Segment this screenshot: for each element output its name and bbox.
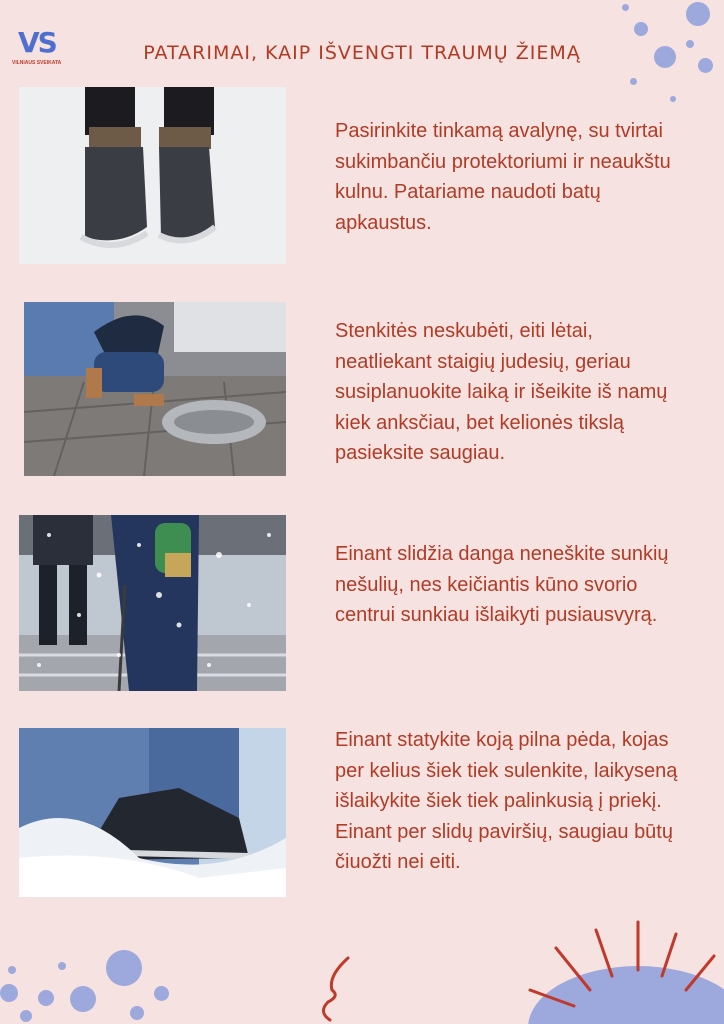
logo-letters: VS xyxy=(18,26,56,59)
photo-snowy-street xyxy=(19,515,286,691)
tip-text: Stenkitės neskubėti, eiti lėtai, neatliekant staigių judesių, geriau susiplanuokite laiką ir išeikite iš namų kiek anksčiau, bet kelionės tikslą pasieksite saugiau. xyxy=(335,320,668,464)
page-title: PATARIMAI, KAIP IŠVENGTI TRAUMŲ ŽIEMĄ xyxy=(143,42,581,64)
logo-subtitle: VILNIAUS SVEIKATA xyxy=(12,60,62,66)
decor-dot xyxy=(670,96,676,102)
decor-dot xyxy=(20,1010,32,1022)
decor-dot xyxy=(0,984,18,1002)
decor-sun xyxy=(500,920,724,1024)
decor-dot xyxy=(622,4,629,11)
decor-dot xyxy=(106,950,142,986)
decor-dot xyxy=(154,986,169,1001)
decor-dot xyxy=(8,966,16,974)
decor-dot xyxy=(698,58,713,73)
decor-dot xyxy=(130,1006,144,1020)
decor-dot xyxy=(630,78,637,85)
decor-dot xyxy=(38,990,54,1006)
decor-dot xyxy=(634,22,648,36)
tip-text: Einant slidžia danga neneškite sunkių nešulių, nes keičiantis kūno svorio centrui sunkiau išlaikyti pusiausvyrą. xyxy=(335,543,669,626)
decor-dot xyxy=(654,46,676,68)
tip-text: Pasirinkite tinkamą avalynę, su tvirtai sukimbančiu protektoriumi ir neaukštu kulnu. Patariame naudoti batų apkaustus. xyxy=(335,120,671,234)
decor-dot xyxy=(58,962,66,970)
decor-swirl xyxy=(318,956,358,1024)
photo-fallen-person xyxy=(24,302,286,476)
decor-dot xyxy=(686,2,710,26)
photo-boot-in-snow xyxy=(19,728,286,897)
tip-text: Einant statykite koją pilna pėda, kojas per kelius šiek tiek sulenkite, laikyseną išlaikykite šiek tiek palinkusią į priekį. Einant per slidų paviršių, saugiau būtų čiuožti nei eiti. xyxy=(335,729,678,873)
decor-dot xyxy=(686,40,694,48)
decor-dot xyxy=(70,986,96,1012)
photo-winter-boots xyxy=(19,87,286,264)
